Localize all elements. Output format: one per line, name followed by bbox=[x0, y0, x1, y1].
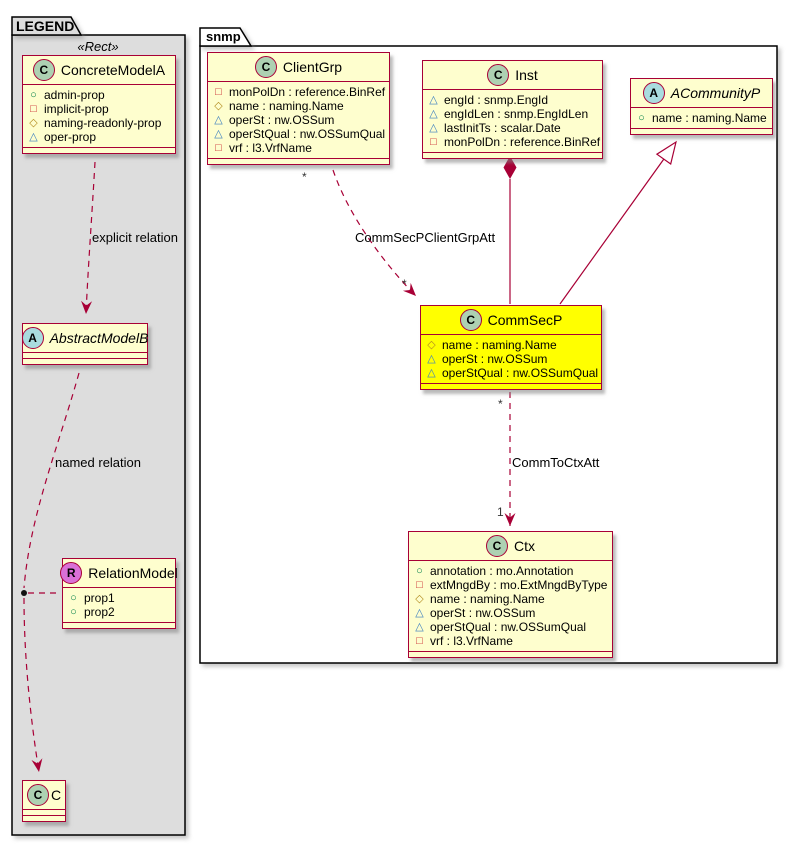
diamond-visibility-icon: ◇ bbox=[427, 339, 436, 351]
methods-compartment bbox=[63, 622, 175, 628]
attribute-list bbox=[63, 587, 175, 622]
attribute-text: engId : snmp.EngId bbox=[444, 93, 549, 107]
attribute-list bbox=[208, 81, 389, 158]
attribute-row bbox=[68, 591, 167, 605]
ctx-target-multiplicity: 1 bbox=[497, 505, 504, 519]
class-c bbox=[22, 780, 66, 822]
attribute-row bbox=[414, 564, 604, 578]
clientgrp-commsecp-label: CommSecPClientGrpAtt bbox=[355, 230, 496, 245]
attribute-list bbox=[423, 89, 602, 152]
class-acommunityp bbox=[630, 78, 773, 135]
triangle-visibility-icon: △ bbox=[214, 114, 223, 126]
attribute-text: monPolDn : reference.BinRef bbox=[444, 135, 601, 149]
attribute-list bbox=[631, 107, 772, 128]
square-visibility-icon: □ bbox=[430, 136, 437, 148]
class-name: CommSecP bbox=[487, 312, 563, 328]
attribute-text: prop2 bbox=[84, 605, 115, 619]
class-relationmodel bbox=[62, 558, 176, 629]
class-icon: C bbox=[27, 784, 49, 806]
class-concretemodela bbox=[22, 55, 176, 154]
attribute-text: extMngdBy : mo.ExtMngdByType bbox=[430, 578, 608, 592]
clientgrp-source-multiplicity: * bbox=[302, 170, 307, 184]
class-inst bbox=[422, 60, 603, 159]
attribute-list bbox=[421, 334, 601, 383]
attribute-text: operSt : nw.OSSum bbox=[442, 352, 548, 366]
attribute-text: operSt : nw.OSSum bbox=[229, 113, 335, 127]
attribute-text: naming-readonly-prop bbox=[44, 116, 162, 130]
commsecp-source-multiplicity: * bbox=[498, 397, 503, 411]
triangle-visibility-icon: △ bbox=[214, 128, 223, 140]
attribute-row bbox=[414, 606, 604, 620]
class-title bbox=[208, 53, 389, 81]
methods-compartment bbox=[23, 147, 175, 153]
triangle-visibility-icon: △ bbox=[429, 108, 438, 120]
class-title bbox=[63, 559, 178, 587]
attribute-row bbox=[414, 620, 604, 634]
attribute-row bbox=[428, 121, 594, 135]
attribute-row bbox=[28, 102, 167, 116]
attribute-text: name : naming.Name bbox=[430, 592, 545, 606]
attribute-row bbox=[414, 592, 604, 606]
attribute-text: name : naming.Name bbox=[442, 338, 557, 352]
diamond-visibility-icon: ◇ bbox=[214, 100, 223, 112]
class-name: AbstractModelB bbox=[49, 330, 149, 346]
attribute-text: operStQual : nw.OSSumQual bbox=[430, 620, 587, 634]
attribute-row bbox=[414, 578, 608, 592]
attribute-text: implicit-prop bbox=[44, 102, 109, 116]
square-visibility-icon: □ bbox=[416, 635, 423, 647]
attribute-text: vrf : l3.VrfName bbox=[229, 141, 312, 155]
commsecp-ctx-label: CommToCtxAtt bbox=[512, 455, 600, 470]
attribute-row bbox=[28, 88, 167, 102]
triangle-visibility-icon: △ bbox=[427, 353, 436, 365]
class-icon: C bbox=[33, 59, 55, 81]
square-visibility-icon: □ bbox=[416, 579, 423, 591]
class-name: ConcreteModelA bbox=[60, 62, 166, 78]
snmp-package-title: snmp bbox=[206, 29, 241, 44]
class-name: RelationModel bbox=[88, 565, 178, 581]
attribute-row bbox=[28, 130, 167, 144]
triangle-visibility-icon: △ bbox=[427, 367, 436, 379]
class-title bbox=[631, 79, 772, 107]
attribute-row bbox=[213, 85, 386, 99]
square-visibility-icon: □ bbox=[215, 142, 222, 154]
triangle-visibility-icon: △ bbox=[415, 607, 424, 619]
class-title bbox=[409, 532, 612, 560]
attribute-text: admin-prop bbox=[44, 88, 105, 102]
diamond-visibility-icon: ◇ bbox=[415, 593, 424, 605]
attribute-row bbox=[213, 141, 381, 155]
attribute-text: operStQual : nw.OSSumQual bbox=[229, 127, 386, 141]
attribute-text: monPolDn : reference.BinRef bbox=[229, 85, 386, 99]
triangle-visibility-icon: △ bbox=[415, 621, 424, 633]
legend-package-body bbox=[12, 35, 185, 835]
attribute-text: name : naming.Name bbox=[229, 99, 344, 113]
attribute-text: name : naming.Name bbox=[652, 111, 767, 125]
class-title bbox=[23, 781, 65, 809]
triangle-visibility-icon: △ bbox=[429, 94, 438, 106]
attribute-text: prop1 bbox=[84, 591, 115, 605]
circle-visibility-icon: ○ bbox=[70, 592, 77, 604]
attribute-text: operStQual : nw.OSSumQual bbox=[442, 366, 599, 380]
relation-junction-dot bbox=[21, 590, 27, 596]
class-title bbox=[23, 56, 175, 84]
square-visibility-icon: □ bbox=[215, 86, 222, 98]
diamond-visibility-icon: ◇ bbox=[29, 117, 38, 129]
class-title bbox=[423, 61, 602, 89]
rect-stereotype: «Rect» bbox=[77, 39, 119, 54]
class-icon: C bbox=[487, 64, 509, 86]
legend-package-title: LEGEND bbox=[16, 18, 75, 34]
attribute-text: lastInitTs : scalar.Date bbox=[444, 121, 561, 135]
methods-compartment bbox=[421, 383, 601, 389]
attribute-row bbox=[428, 107, 594, 121]
attribute-text: vrf : l3.VrfName bbox=[430, 634, 513, 648]
relation-class-icon: R bbox=[60, 562, 82, 584]
attribute-row bbox=[428, 93, 594, 107]
class-icon: C bbox=[460, 309, 482, 331]
triangle-visibility-icon: △ bbox=[429, 122, 438, 134]
attribute-text: engIdLen : snmp.EngIdLen bbox=[444, 107, 589, 121]
class-ctx bbox=[408, 531, 613, 658]
class-abstractmodelb bbox=[22, 323, 148, 365]
attribute-row bbox=[28, 116, 167, 130]
attribute-text: oper-prop bbox=[44, 130, 97, 144]
class-name: C bbox=[50, 787, 62, 803]
attribute-row bbox=[213, 127, 386, 141]
methods-compartment bbox=[23, 815, 65, 821]
named-relation-label: named relation bbox=[55, 455, 141, 470]
attribute-row bbox=[213, 113, 381, 127]
attribute-row bbox=[636, 111, 767, 125]
circle-visibility-icon: ○ bbox=[638, 112, 645, 124]
circle-visibility-icon: ○ bbox=[416, 565, 423, 577]
class-name: ClientGrp bbox=[282, 59, 343, 75]
attribute-row bbox=[426, 366, 599, 380]
attribute-row bbox=[428, 135, 601, 149]
class-icon: C bbox=[255, 56, 277, 78]
square-visibility-icon: □ bbox=[30, 103, 37, 115]
abstract-class-icon: A bbox=[22, 327, 44, 349]
explicit-relation-label: explicit relation bbox=[92, 230, 178, 245]
class-name: Ctx bbox=[514, 538, 535, 554]
attribute-text: operSt : nw.OSSum bbox=[430, 606, 536, 620]
class-commsecp bbox=[420, 305, 602, 390]
attribute-text: annotation : mo.Annotation bbox=[430, 564, 574, 578]
abstract-class-icon: A bbox=[643, 82, 665, 104]
attribute-row bbox=[426, 352, 593, 366]
circle-visibility-icon: ○ bbox=[30, 89, 37, 101]
class-name: Inst bbox=[515, 67, 538, 83]
attribute-list bbox=[409, 560, 612, 651]
methods-compartment bbox=[23, 358, 147, 364]
attribute-list bbox=[23, 84, 175, 147]
class-title bbox=[23, 324, 147, 352]
methods-compartment bbox=[631, 128, 772, 134]
attribute-row bbox=[414, 634, 604, 648]
attribute-row bbox=[68, 605, 167, 619]
class-icon: C bbox=[486, 535, 508, 557]
methods-compartment bbox=[409, 651, 612, 657]
commsecp-target-multiplicity: * bbox=[402, 277, 407, 291]
attribute-row bbox=[213, 99, 381, 113]
attribute-row bbox=[426, 338, 593, 352]
triangle-visibility-icon: △ bbox=[29, 131, 38, 143]
class-name: ACommunityP bbox=[670, 85, 761, 101]
methods-compartment bbox=[208, 158, 389, 164]
class-clientgrp bbox=[207, 52, 390, 165]
circle-visibility-icon: ○ bbox=[70, 606, 77, 618]
methods-compartment bbox=[423, 152, 602, 158]
class-title bbox=[421, 306, 601, 334]
